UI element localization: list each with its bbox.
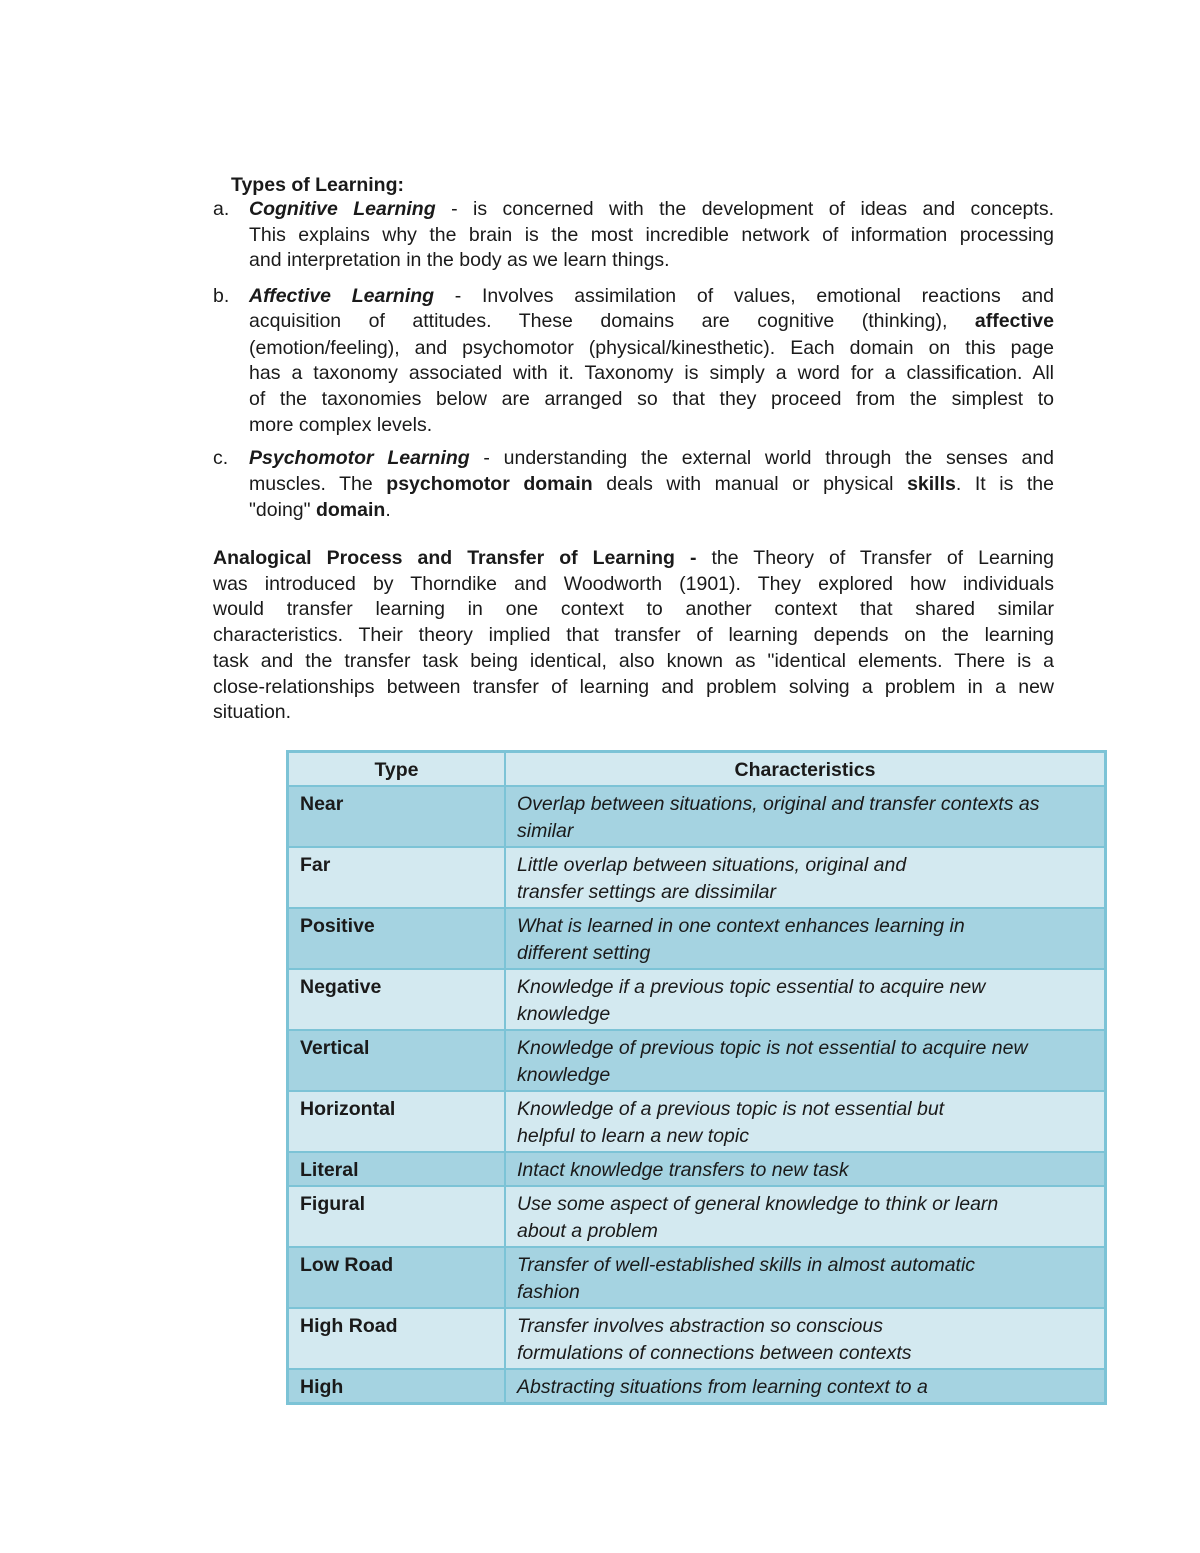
- text-line: [249, 362, 1054, 385]
- text-line: [213, 701, 1054, 724]
- text-run: muscles. The: [249, 473, 387, 495]
- characteristics-cell: [505, 1186, 1106, 1247]
- list-marker: c.: [213, 447, 229, 469]
- characteristics-cell: [505, 1308, 1106, 1369]
- text-line: [249, 388, 1054, 411]
- column-header-characteristics: Characteristics: [505, 752, 1106, 787]
- column-header-type: Type: [288, 752, 506, 787]
- text-line: [249, 499, 1054, 522]
- text-run: deals with manual or physical: [592, 473, 908, 495]
- characteristics-line: similar: [517, 820, 574, 842]
- text-run: characteristics. Their theory implied that transfer of learning depends on the learning: [213, 624, 1054, 646]
- type-cell: High: [288, 1369, 506, 1404]
- text-run: would transfer learning in one context to another context that shared similar: [213, 598, 1054, 620]
- characteristics-cell: [505, 1152, 1106, 1186]
- text-run: more complex levels.: [249, 414, 433, 436]
- section-title: Types of Learning:: [231, 174, 404, 196]
- text-line: [249, 310, 1054, 333]
- emphasized-text: domain: [315, 499, 386, 521]
- type-cell: Horizontal: [288, 1091, 506, 1152]
- characteristics-line: knowledge: [517, 1003, 611, 1025]
- characteristics-line: Transfer involves abstraction so conscious: [517, 1315, 883, 1337]
- table-row: [288, 847, 1106, 908]
- table-row: [288, 1186, 1106, 1247]
- text-run: of the taxonomies below are arranged so that they proceed from the simplest to: [249, 388, 1054, 410]
- characteristics-cell: [505, 1369, 1106, 1404]
- text-run: task and the transfer task being identical, also known as "identical elements. There is a: [213, 650, 1054, 672]
- characteristics-cell: [505, 786, 1106, 847]
- characteristics-line: about a problem: [517, 1220, 658, 1242]
- characteristics-line: Overlap between situations, original and transfer contexts as: [517, 793, 1040, 815]
- table-row: [288, 1308, 1106, 1369]
- type-cell: Literal: [288, 1152, 506, 1186]
- emphasized-text: affective: [974, 310, 1054, 332]
- characteristics-cell: [505, 847, 1106, 908]
- text-run: "doing": [249, 499, 316, 521]
- text-run: - understanding the external world through the senses and: [469, 447, 1054, 469]
- emphasized-text: psychomotor domain: [386, 473, 593, 495]
- text-line: [213, 598, 1054, 621]
- text-run: situation.: [213, 701, 292, 723]
- type-cell: Near: [288, 786, 506, 847]
- characteristics-line: different setting: [517, 942, 651, 964]
- text-run: . It is the: [955, 473, 1054, 495]
- emphasized-text: Affective Learning: [249, 285, 435, 307]
- list-marker: a.: [213, 198, 230, 220]
- type-cell: Low Road: [288, 1247, 506, 1308]
- transfer-types-table: [286, 750, 1107, 1405]
- characteristics-cell: [505, 969, 1106, 1030]
- emphasized-text: skills: [907, 473, 956, 495]
- text-run: close-relationships between transfer of learning and problem solving a problem in a new: [213, 676, 1054, 698]
- characteristics-line: transfer settings are dissimilar: [517, 881, 777, 903]
- text-run: has a taxonomy associated with it. Taxonomy is simply a word for a classification. All: [249, 362, 1054, 384]
- text-line: [213, 624, 1054, 647]
- characteristics-cell: [505, 1247, 1106, 1308]
- text-line: [249, 198, 1054, 221]
- text-line: [213, 547, 1054, 570]
- text-line: [249, 414, 1054, 437]
- characteristics-line: fashion: [517, 1281, 580, 1303]
- table-row: [288, 1152, 1106, 1186]
- text-run: (emotion/feeling), and psychomotor (physical/kinesthetic). Each domain on this page: [249, 337, 1054, 359]
- table-row: [288, 908, 1106, 969]
- characteristics-line: Use some aspect of general knowledge to think or learn: [517, 1193, 999, 1215]
- text-line: [249, 249, 1054, 272]
- type-cell: Negative: [288, 969, 506, 1030]
- text-run: - is concerned with the development of ideas and concepts.: [435, 198, 1054, 220]
- text-run: the Theory of Transfer of Learning: [696, 547, 1054, 569]
- table-row: [288, 1247, 1106, 1308]
- table-row: [288, 1369, 1106, 1404]
- text-line: [213, 650, 1054, 673]
- table-row: [288, 1091, 1106, 1152]
- characteristics-line: Knowledge if a previous topic essential to acquire new: [517, 976, 986, 998]
- table-row: [288, 1030, 1106, 1091]
- type-cell: Positive: [288, 908, 506, 969]
- emphasized-text: Psychomotor Learning: [249, 447, 470, 469]
- table-row: [288, 969, 1106, 1030]
- text-line: [213, 676, 1054, 699]
- emphasized-text: Cognitive Learning: [249, 198, 436, 220]
- text-line: [249, 447, 1054, 470]
- characteristics-cell: [505, 908, 1106, 969]
- type-cell: High Road: [288, 1308, 506, 1369]
- text-run: This explains why the brain is the most incredible network of information processing: [249, 224, 1054, 246]
- characteristics-line: helpful to learn a new topic: [517, 1125, 749, 1147]
- text-line: [249, 473, 1054, 496]
- type-cell: Far: [288, 847, 506, 908]
- characteristics-line: Little overlap between situations, original and: [517, 854, 907, 876]
- table-row: [288, 786, 1106, 847]
- characteristics-cell: [505, 1030, 1106, 1091]
- text-run: .: [385, 499, 391, 521]
- characteristics-line: What is learned in one context enhances learning in: [517, 915, 965, 937]
- characteristics-line: formulations of connections between contexts: [517, 1342, 912, 1364]
- characteristics-line: knowledge: [517, 1064, 611, 1086]
- emphasized-text: Analogical Process and Transfer of Learning -: [213, 547, 697, 569]
- text-run: and interpretation in the body as we learn things.: [249, 249, 670, 271]
- text-line: [213, 573, 1054, 596]
- text-run: - Involves assimilation of values, emotional reactions and: [434, 285, 1054, 307]
- text-run: acquisition of attitudes. These domains are cognitive (thinking),: [249, 310, 975, 332]
- text-line: [249, 337, 1054, 360]
- text-line: [249, 285, 1054, 308]
- characteristics-line: Transfer of well-established skills in almost automatic: [517, 1254, 976, 1276]
- characteristics-line: Knowledge of a previous topic is not essential but: [517, 1098, 945, 1120]
- text-line: [249, 224, 1054, 247]
- characteristics-line: Abstracting situations from learning context to a: [517, 1376, 928, 1398]
- list-marker: b.: [213, 285, 230, 307]
- type-cell: Figural: [288, 1186, 506, 1247]
- characteristics-cell: [505, 1091, 1106, 1152]
- text-run: was introduced by Thorndike and Woodworth (1901). They explored how individuals: [213, 573, 1054, 595]
- characteristics-line: Intact knowledge transfers to new task: [517, 1159, 849, 1181]
- type-cell: Vertical: [288, 1030, 506, 1091]
- characteristics-line: Knowledge of previous topic is not essential to acquire new: [517, 1037, 1028, 1059]
